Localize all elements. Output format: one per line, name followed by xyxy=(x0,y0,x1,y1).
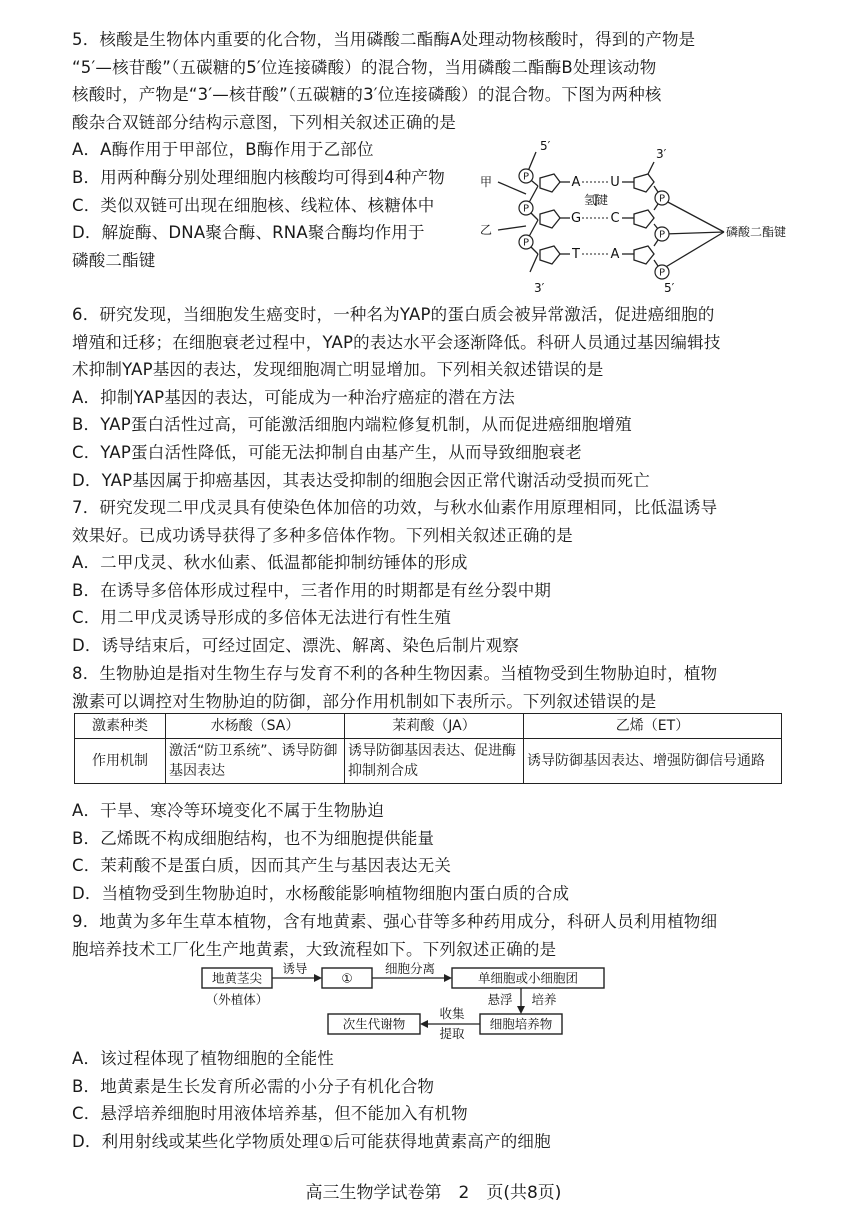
label-3prime-bottom: 3′ xyxy=(534,281,545,295)
option-b: B．地黄素是生长发育所必需的小分子有机化合物 xyxy=(72,1076,435,1096)
flow-arrow-separate: 细胞分离 xyxy=(384,962,436,976)
stem-line: 效果好。已成功诱导获得了多种多倍体作物。下列相关叙述正确的是 xyxy=(72,525,573,545)
table-header-cell: 水杨酸（SA） xyxy=(166,714,345,739)
hormone-table xyxy=(74,713,782,784)
table-header-cell: 激素种类 xyxy=(75,714,166,739)
stem-line: 胞培养技术工厂化生产地黄素，大致流程如下。下列叙述正确的是 xyxy=(72,939,557,959)
question-9-options xyxy=(72,1045,802,1155)
option-b: B．乙烯既不构成细胞结构，也不为细胞提供能量 xyxy=(72,828,435,848)
table-cell: 作用机制 xyxy=(75,739,166,784)
phosphate-label: P xyxy=(522,203,530,215)
label-jia: 甲 xyxy=(480,175,493,189)
nucleic-acid-diagram xyxy=(478,138,808,302)
label-5prime-top: 5′ xyxy=(540,139,551,153)
option-d: D．利用射线或某些化学物质处理①后可能获得地黄素高产的细胞 xyxy=(72,1131,551,1151)
label-3prime-top: 3′ xyxy=(656,147,667,161)
stem-line: “5′—核苷酸”（五碳糖的5′位连接磷酸）的混合物，当用磷酸二酯酶B处理该动物 xyxy=(72,57,657,77)
base-left-3: T xyxy=(572,247,580,262)
label-yi: 乙 xyxy=(480,223,493,237)
stem-line: 核酸时，产物是“3′—核苷酸”（五碳糖的3′位连接磷酸）的混合物。下图为两种核 xyxy=(72,85,662,105)
question-9 xyxy=(72,908,802,963)
stem-line: 6．研究发现，当细胞发生癌变时，一种名为YAP的蛋白质会被异常激活，促进癌细胞的 xyxy=(72,305,715,324)
flow-box-single-cell: 单细胞或小细胞团 xyxy=(477,970,579,986)
table-cell: 激活“防卫系统”、诱导防御基因表达 xyxy=(166,739,345,784)
flow-arrow-culture: 培养 xyxy=(531,992,557,1007)
flow-box-1: ① xyxy=(341,970,353,986)
flowchart xyxy=(196,962,616,1046)
phosphate-label: P xyxy=(658,229,666,241)
stem-line: 8．生物胁迫是指对生物生存与发育不利的各种生物因素。当植物受到生物胁迫时，植物 xyxy=(72,664,718,683)
flow-arrow-collect: 收集 xyxy=(439,1006,465,1021)
question-7 xyxy=(72,494,802,660)
stem-line: 5．核酸是生物体内重要的化合物，当用磷酸二酯酶A处理动物核酸时，得到的产物是 xyxy=(72,30,696,49)
base-left-1: A xyxy=(571,175,581,190)
option-b: B．在诱导多倍体形成过程中，三者作用的时期都是有丝分裂中期 xyxy=(72,580,552,600)
option-d-continued: 磷酸二酯键 xyxy=(72,250,156,270)
phosphate-label: P xyxy=(658,267,666,279)
option-b: B．YAP蛋白活性过高，可能激活细胞内端粒修复机制，从而促进癌细胞增殖 xyxy=(72,415,632,435)
option-a: A．二甲戊灵、秋水仙素、低温都能抑制纺锤体的形成 xyxy=(72,553,468,573)
option-c: C．用二甲戊灵诱导形成的多倍体无法进行有性生殖 xyxy=(72,608,452,628)
question-5-stem xyxy=(72,26,802,136)
question-8-options xyxy=(72,797,802,907)
stem-line: 术抑制YAP基因的表达，发现细胞凋亡明显增加。下列相关叙述错误的是 xyxy=(72,360,604,380)
table-header-cell: 茉莉酸（JA） xyxy=(345,714,524,739)
option-a: A．该过程体现了植物细胞的全能性 xyxy=(72,1049,334,1068)
question-8 xyxy=(72,660,802,715)
phosphate-label: P xyxy=(522,237,530,249)
label-phosphodiester-bond: 磷酸二酯键 xyxy=(726,225,787,239)
option-a: A．抑制YAP基因的表达，可能成为一种治疗癌症的潜在方法 xyxy=(72,387,515,407)
table-cell: 诱导防御基因表达、促进酶抑制剂合成 xyxy=(345,739,524,784)
table-header-row xyxy=(75,714,782,739)
option-d: D．诱导结束后，可经过固定、漂洗、解离、染色后制片观察 xyxy=(72,635,520,655)
page-footer: 高三生物学试卷第 2 页(共8页) xyxy=(305,1183,562,1203)
label-5prime-bottom: 5′ xyxy=(664,281,675,295)
flow-box-explant: 地黄茎尖 xyxy=(211,970,263,986)
table-header-cell: 乙烯（ET） xyxy=(524,714,782,739)
label-hydrogen-bond: 氢键 xyxy=(584,193,609,207)
table-cell: 诱导防御基因表达、增强防御信号通路 xyxy=(524,739,782,784)
base-right-2: C xyxy=(610,211,620,226)
option-c: C．茉莉酸不是蛋白质，因而其产生与基因表达无关 xyxy=(72,856,452,876)
option-c: C．类似双链可出现在细胞核、线粒体、核糖体中 xyxy=(72,195,435,215)
flow-box-explant-note: （外植体） xyxy=(205,992,269,1007)
flow-arrow-extract: 提取 xyxy=(439,1026,465,1041)
base-right-1: U xyxy=(610,175,620,190)
option-b: B．用两种酶分别处理细胞内核酸均可得到4种产物 xyxy=(72,167,445,187)
option-a: A．A酶作用于甲部位，B酶作用于乙部位 xyxy=(72,140,374,160)
stem-line: 酸杂合双链部分结构示意图，下列相关叙述正确的是 xyxy=(72,112,457,132)
option-d: D．解旋酶、DNA聚合酶、RNA聚合酶均作用于 xyxy=(72,223,425,243)
option-c: C．悬浮培养细胞时用液体培养基，但不能加入有机物 xyxy=(72,1104,468,1124)
phosphate-label: P xyxy=(658,193,666,205)
question-6 xyxy=(72,301,802,494)
flow-box-culture: 细胞培养物 xyxy=(489,1016,553,1032)
option-c: C．YAP蛋白活性降低，可能无法抑制自由基产生，从而导致细胞衰老 xyxy=(72,442,582,462)
option-a: A．干旱、寒冷等环境变化不属于生物胁迫 xyxy=(72,801,385,820)
flow-box-secondary-metabolites: 次生代谢物 xyxy=(342,1016,406,1032)
table-row xyxy=(75,739,782,784)
stem-line: 增殖和迁移；在细胞衰老过程中，YAP的表达水平会逐渐降低。科研人员通过基因编辑技 xyxy=(72,332,721,352)
option-d: D．YAP基因属于抑癌基因，其表达受抑制的细胞会因正常代谢活动受损而死亡 xyxy=(72,470,650,490)
stem-line: 7．研究发现二甲戊灵具有使染色体加倍的功效，与秋水仙素作用原理相同，比低温诱导 xyxy=(72,498,718,517)
flow-arrow-induce: 诱导 xyxy=(282,962,308,976)
stem-line: 9．地黄为多年生草本植物，含有地黄素、强心苷等多种药用成分，科研人员利用植物细 xyxy=(72,912,718,931)
option-d: D．当植物受到生物胁迫时，水杨酸能影响植物细胞内蛋白质的合成 xyxy=(72,883,570,903)
base-left-2: G xyxy=(570,211,582,226)
flow-arrow-suspend: 悬浮 xyxy=(487,992,513,1007)
phosphate-label: P xyxy=(522,171,530,183)
stem-line: 激素可以调控对生物胁迫的防御，部分作用机制如下表所示。下列叙述错误的是 xyxy=(72,691,657,711)
base-right-3: A xyxy=(610,247,620,262)
